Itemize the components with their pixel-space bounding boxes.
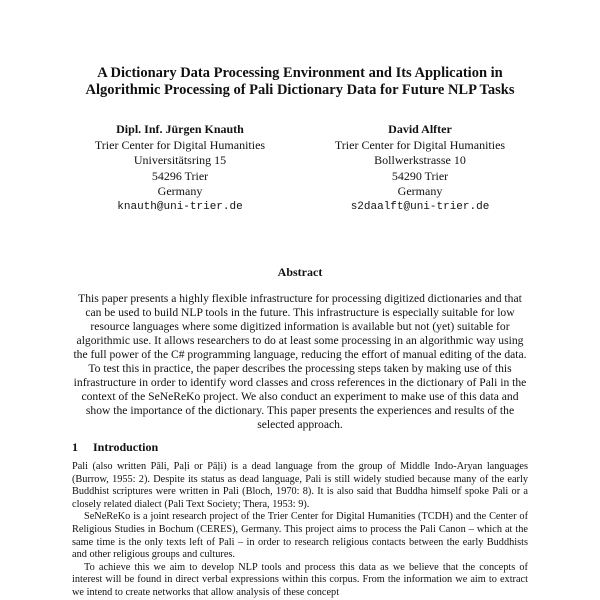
section-number: 1 xyxy=(72,440,78,454)
author-affiliation: Trier Center for Digital Humanities xyxy=(334,137,506,152)
author-country: Germany xyxy=(397,184,443,198)
author-name: David Alfter xyxy=(388,122,452,136)
body-paragraph: Pali (also written Pāli, Paḷi or Pāḷi) is a dead language from the group of Middle Indo-Aryan languages (Burrow, 1955: 2). Despite its status as dead language, Pali is still widely studied because many of the early Buddhist scriptures were written in Pali (Bloch, 1970: 8). It is also said that Buddha himself spoke Pali or a closely related dialect (Pali Text Society; Thera, 1953: 9). xyxy=(72,461,528,510)
section-body xyxy=(72,461,528,600)
author-country: Germany xyxy=(157,184,203,198)
author-city: 54290 Trier xyxy=(391,168,449,183)
author-street: Bollwerkstrasse 10 xyxy=(374,153,466,167)
abstract-text: This paper presents a highly flexible infrastructure for processing digitized dictionaries and that can be used to build NLP tools in the future. This infrastructure is especially suitable for low resource languages where some digitized information is available but not (yet) suitable for algorithmic use. It allows researchers to do at least some processing in an algorithmic way using the full power of the C# programming language, reducing the effort of manual editing of the data. To test this in practice, the paper describes the processing steps taken by making use of this infrastructure in order to identify word classes and cross references in the dictionary of Pali in the context of the SeNeReKo project. We also conduct an experiment to make use of this data and show the importance of the dictionary. This paper presents the experiences and results of the selected approach. xyxy=(73,292,527,431)
abstract-heading: Abstract xyxy=(277,265,323,279)
body-paragraph: SeNeReKo is a joint research project of the Trier Center for Digital Humanities (TCDH) and the Center of Religious Studies in Bochum (CERES), Germany. This project aims to process the Pali Canon – which at the same time is the only texts left of Pali – in order to research religious contacts between the early Buddhists and other religious groups and cultures. xyxy=(72,511,528,561)
author-email: knauth@uni-trier.de xyxy=(117,200,243,213)
paper-title-line-1: A Dictionary Data Processing Environment and Its Application in xyxy=(97,65,503,81)
author-street: Universitätsring 15 xyxy=(133,153,227,167)
author-email: s2daalft@uni-trier.de xyxy=(350,200,490,213)
section-heading xyxy=(72,440,158,455)
section-title: Introduction xyxy=(93,440,159,454)
body-paragraph: To achieve this we aim to develop NLP tools and process this data as we believe that the concepts of interest will be found in direct verbal expressions within this corpus. From the information we aim to extract we intend to create networks that allow analysis of these concept xyxy=(72,561,528,598)
author-city: 54296 Trier xyxy=(151,168,209,183)
author-name: Dipl. Inf. Jürgen Knauth xyxy=(116,122,244,136)
author-2 xyxy=(320,122,520,215)
author-affiliation: Trier Center for Digital Humanities xyxy=(94,137,266,152)
paper-title-line-2: Algorithmic Processing of Pali Dictionary Data for Future NLP Tasks xyxy=(85,82,515,98)
author-1 xyxy=(90,122,270,215)
